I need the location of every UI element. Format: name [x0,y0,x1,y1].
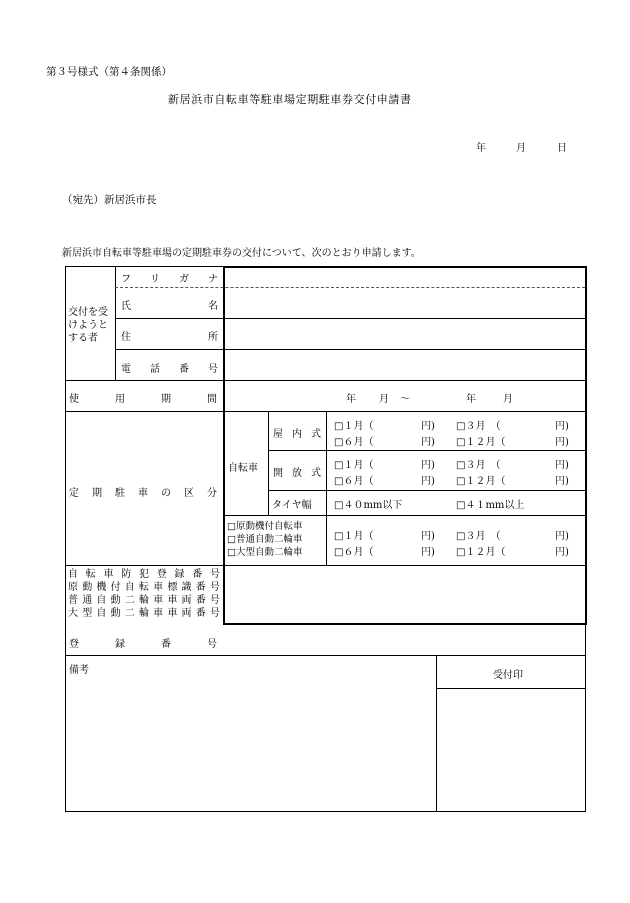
moped-option[interactable]: □原動機付自転車 [227,521,303,532]
indoor-1m-option[interactable]: □１月（ [334,421,374,432]
tire-40mm-option[interactable]: □４０mm以下 [334,500,403,511]
label-char: 転 [138,582,149,593]
indoor-label [273,425,321,440]
label-char: 原 [68,582,78,593]
label-char: 二 [124,608,135,619]
open-3m-option[interactable]: □３月 （ [456,460,501,471]
phone-label [121,360,218,375]
registration-field[interactable] [226,626,584,654]
category-label [69,484,217,499]
yen: 円) [555,547,569,558]
applicant-label-line: けようと [68,320,108,331]
yen: 円) [555,421,569,432]
form-title: 新居浜市自転車等駐車場定期駐車券交付申請書 [168,93,412,106]
label-char: 輪 [138,595,149,606]
label-char: 号 [209,582,220,593]
stamp-area [438,690,584,809]
label-char: 内 [292,429,302,440]
remarks-label: 備考 [69,665,89,676]
label-char: 住 [121,332,131,343]
label-char: 号 [209,608,220,619]
label-char: 号 [208,364,218,375]
label-char: 二 [124,595,135,606]
label-char: 使 [69,394,79,405]
label-char: 動 [110,595,121,606]
moto-12m-option[interactable]: □１２月（ [456,547,506,558]
indoor-6m-option[interactable]: □６月（ [334,437,374,448]
label-char: 号 [207,639,217,650]
label-char: 名 [208,301,218,312]
date-month: 月 [516,143,526,154]
yen: 円) [421,421,435,432]
address-label [121,328,218,343]
date-year: 年 [476,143,486,154]
yen: 円) [421,531,435,542]
label-char: 氏 [121,301,131,312]
label-char: 録 [115,639,125,650]
label-char: 式 [311,468,321,479]
label-char: 区 [184,488,194,499]
moto-6m-option[interactable]: □６月（ [334,547,374,558]
label-char: 車 [153,608,164,619]
open-6m-option[interactable]: □６月（ [334,476,374,487]
label-char: ナ [208,274,218,285]
yen: 円) [555,437,569,448]
label-char: 動 [82,582,93,593]
open-label [273,464,321,479]
label-char: 防 [121,569,132,580]
vehicle-number-label [68,594,220,607]
label-char: 自 [124,582,135,593]
label-char: 機 [96,582,107,593]
label-char: 屋 [273,429,283,440]
label-char: 登 [69,639,79,650]
label-char: 電 [121,364,131,375]
tire-width-label: タイヤ幅 [272,500,312,511]
open-1m-option[interactable]: □１月（ [334,460,374,471]
ordinary-motorcycle-option[interactable]: □普通自動二輪車 [227,534,303,545]
label-char: 大 [68,608,78,619]
label-char: 期 [92,488,102,499]
label-char: 号 [210,569,220,580]
label-char: 間 [207,394,217,405]
period-year-2: 年 [466,394,476,405]
large-motorcycle-option[interactable]: □大型自動二輪車 [227,547,303,558]
label-char: 定 [69,488,79,499]
vehicle-number-field[interactable] [226,567,584,622]
yen: 円) [555,531,569,542]
vehicle-number-labels [68,568,220,620]
label-char: リ [150,274,160,285]
name-label [121,297,218,312]
label-char: 駐 [115,488,125,499]
vehicle-number-label [68,581,220,594]
label-char: 型 [82,608,93,619]
label-char: 自 [96,608,107,619]
bicycle-label: 自転車 [228,463,258,474]
label-char: 車 [138,488,148,499]
address-field[interactable] [226,320,584,348]
indoor-12m-option[interactable]: □１２月（ [456,437,506,448]
label-char: 車 [167,595,178,606]
form-number: 第３号様式（第４条関係） [46,66,172,78]
label-char: 通 [82,595,93,606]
label-char: 車 [153,582,164,593]
label-char: 両 [181,595,192,606]
tire-41mm-option[interactable]: □４１mm以上 [456,500,525,511]
label-char: 車 [153,595,164,606]
label-char: 放 [292,468,302,479]
label-char: 期 [161,394,171,405]
period-tilde: ～ [400,394,410,405]
label-char: 付 [110,582,121,593]
period-label [69,390,217,405]
label-char: 動 [110,608,121,619]
label-char: 号 [209,595,220,606]
moto-1m-option[interactable]: □１月（ [334,531,374,542]
label-char: 用 [115,394,125,405]
furigana-field[interactable] [226,268,584,286]
motorcycle-types [227,520,302,559]
label-char: 車 [167,608,178,619]
applicant-group-label [68,306,108,345]
label-char: 録 [174,569,185,580]
label-char: の [161,488,171,499]
furigana-label [121,270,218,285]
label-char: 番 [192,569,203,580]
yen: 円) [555,460,569,471]
period-year-1: 年 [346,394,356,405]
period-month-1: 月 [379,394,389,405]
stamp-label: 受付印 [493,670,523,681]
label-char: 両 [181,608,192,619]
yen: 円) [421,460,435,471]
label-char: 標 [167,582,178,593]
label-char: ガ [179,274,189,285]
vehicle-number-label [68,568,220,581]
label-char: 車 [103,569,114,580]
label-char: 転 [85,569,96,580]
label-char: 分 [207,488,217,499]
applicant-label-line: する者 [68,333,98,344]
label-char: 所 [208,332,218,343]
label-char: 登 [156,569,167,580]
label-char: 話 [150,364,160,375]
applicant-label-line: 交付を受 [68,307,108,318]
moto-3m-option[interactable]: □３月 （ [456,531,501,542]
label-char: 自 [68,569,78,580]
addressee: （宛先）新居浜市長 [62,194,157,206]
label-char: 番 [195,608,206,619]
label-char: 自 [96,595,107,606]
label-char: フ [121,274,131,285]
open-12m-option[interactable]: □１２月（ [456,476,506,487]
label-char: 番 [195,582,206,593]
label-char: 識 [181,582,192,593]
label-char: 輪 [138,608,149,619]
vehicle-number-label [68,607,220,620]
label-char: 番 [161,639,171,650]
label-char: 番 [179,364,189,375]
intro-text: 新居浜市自転車等駐車場の定期駐車券の交付について、次のとおり申請します。 [62,248,421,259]
yen: 円) [421,437,435,448]
yen: 円) [421,476,435,487]
label-char: 番 [195,595,206,606]
yen: 円) [555,476,569,487]
remarks-field[interactable] [67,676,434,809]
label-char: 式 [311,429,321,440]
phone-field[interactable] [226,351,584,379]
name-field[interactable] [226,289,584,317]
label-char: 普 [68,595,78,606]
yen: 円) [421,547,435,558]
period-month-2: 月 [503,394,513,405]
registration-label [69,635,217,650]
indoor-3m-option[interactable]: □３月 （ [456,421,501,432]
date-day: 日 [557,143,567,154]
label-char: 犯 [139,569,149,580]
label-char: 開 [273,468,283,479]
